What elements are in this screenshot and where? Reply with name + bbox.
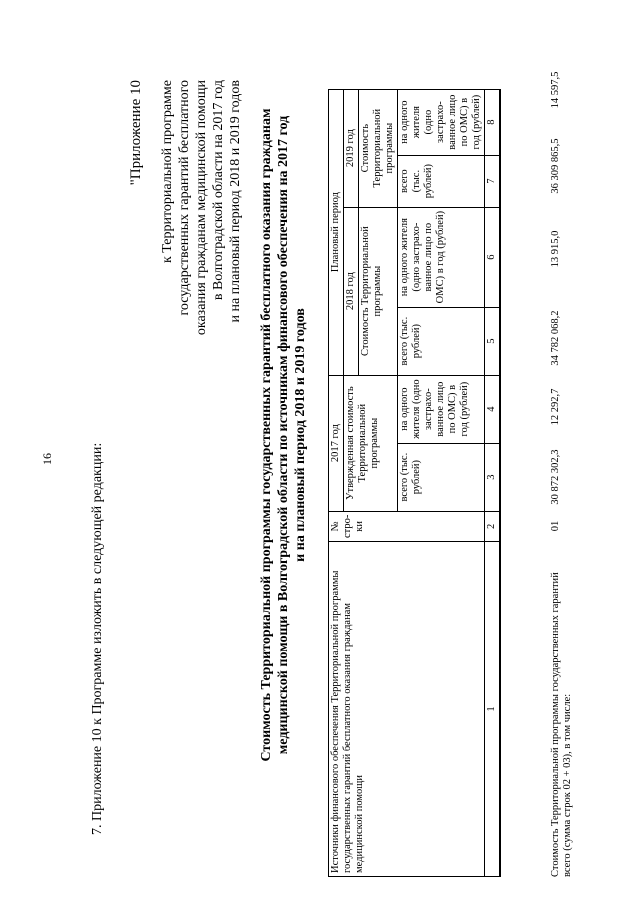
title-line: медицинской помощи в Волгоградской области по источникам финансового обеспечения на 2017 год (276, 115, 291, 755)
appendix-line: государственных гарантий бесплатного (177, 80, 192, 316)
header-per-capita-2019: на одного жителя (одно застрахо-ванное лицо по ОМС) в год (рублей) (398, 89, 485, 155)
row-number: 01 (550, 520, 561, 532)
header-cost-2019: Стоимость Территориальной программы (359, 89, 398, 207)
row-value: 14 597,5 (550, 71, 561, 109)
column-number: 7 (485, 155, 501, 207)
header-year-2017: 2017 год (329, 375, 344, 511)
column-number: 6 (485, 207, 501, 307)
row-value: 12 292,7 (550, 388, 561, 426)
header-source: Источники финансового обеспечения Территориальной программы государственных гарантий бесплатного оказания гражданам медицинской помощи (329, 542, 485, 877)
page-number: 16 (40, 453, 54, 465)
column-number: 4 (485, 375, 501, 443)
header-year-2019: 2019 год (344, 89, 359, 207)
header-row-no: № стро-ки (329, 511, 485, 541)
header-total-2017: всего (тыс. рублей) (398, 443, 485, 511)
title-line: Стоимость Территориальной программы государственных гарантий бесплатного оказания гражданам (259, 108, 274, 762)
row-value: 30 872 302,3 (550, 449, 561, 505)
cost-table (328, 89, 501, 877)
header-total-2019: всего (тыс. рублей) (398, 155, 485, 207)
header-total-2018: всего (тыс. рублей) (398, 307, 485, 375)
row-label: Стоимость Территориальной программы государственных гарантий всего (сумма строк 02 + 03), в том числе: (550, 572, 573, 877)
row-value: 34 782 068,2 (550, 310, 561, 366)
appendix-line: и на плановый период 2018 и 2019 годов (228, 80, 243, 323)
appendix-line: оказания гражданам медицинской помощи (194, 80, 209, 336)
header-year-2018: 2018 год (344, 207, 359, 375)
column-number: 8 (485, 89, 501, 155)
header-per-capita-2017: на одного жителя (одно застрахо-ванное лицо по ОМС) в год (рублей) (398, 375, 485, 443)
appendix-header (128, 80, 244, 410)
intro-paragraph: 7. Приложение 10 к Программе изложить в следующей редакции: (90, 442, 105, 835)
title-line: и на плановый период 2018 и 2019 годов (293, 308, 308, 562)
table-row (550, 17, 620, 877)
appendix-heading: "Приложение 10 (128, 80, 144, 186)
column-number: 3 (485, 443, 501, 511)
header-cost-2018: Стоимость Территориальной программы (359, 207, 398, 375)
row-value: 13 915,0 (550, 230, 561, 268)
header-planned-period: Плановый период (329, 89, 344, 375)
appendix-line: в Волгоградской области на 2017 год (211, 80, 226, 301)
column-number: 1 (485, 542, 501, 877)
document-title (258, 85, 309, 785)
appendix-line: к Территориальной программе (160, 80, 175, 264)
header-per-capita-2018: на одного жителя (одно застрахо-ванное лицо по ОМС) в год (рублей) (398, 207, 485, 307)
column-number: 2 (485, 511, 501, 541)
header-approved-cost: Утвержденная стоимость Территориальной программы (344, 375, 398, 511)
row-value: 36 309 865,5 (550, 138, 561, 194)
column-number: 5 (485, 307, 501, 375)
